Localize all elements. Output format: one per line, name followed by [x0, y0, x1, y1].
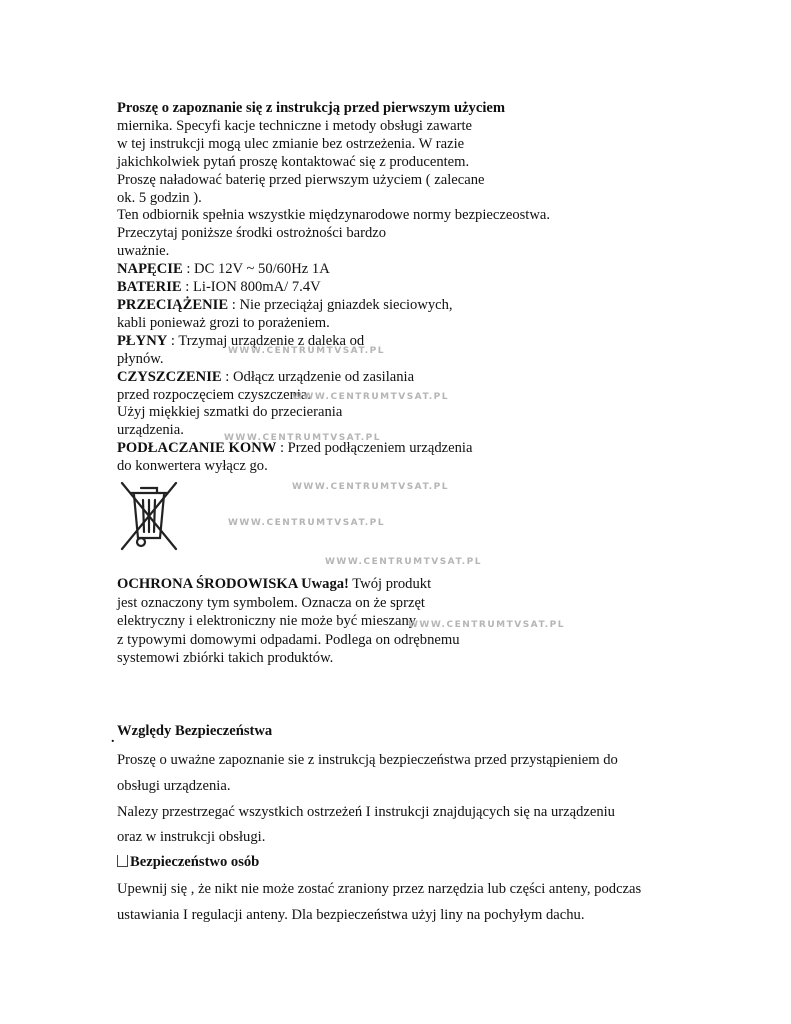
safety-line: Upewnij się , że nikt nie może zostać zraniony przez narzędzia lub części anteny, podczas	[117, 881, 642, 898]
safety-section	[117, 721, 717, 929]
intro-line: kabli ponieważ grozi to porażeniem.	[117, 314, 330, 331]
checkbox-bullet-icon	[117, 855, 128, 867]
intro-line: Proszę naładować baterię przed pierwszym użyciem ( zalecane	[117, 171, 485, 188]
safety-line: ustawiania I regulacji anteny. Dla bezpieczeństwa użyj liny na pochyłym dachu.	[117, 906, 585, 923]
intro-line: miernika. Specyfi kacje techniczne i metody obsługi zawarte	[117, 117, 472, 134]
env-heading: OCHRONA ŚRODOWISKA Uwaga!	[117, 576, 349, 592]
intro-line: Ten odbiornik spełnia wszystkie międzynarodowe normy bezpieczeostwa.	[117, 207, 551, 224]
watermark: WWW.CENTRUMTVSAT.PL	[228, 346, 385, 356]
spec-text: : Przed podłączeniem urządzenia	[276, 440, 473, 457]
spec-text: : Odłącz urządzenie od zasilania	[221, 368, 415, 385]
watermark: WWW.CENTRUMTVSAT.PL	[224, 433, 381, 443]
spec-label: BATERIE	[117, 279, 182, 296]
spec-text: : Li-ION 800mA/ 7.4V	[181, 279, 321, 296]
safety-line: Proszę o uważne zapoznanie sie z instrukcją bezpieczeństwa przed przystąpieniem do	[117, 752, 618, 768]
intro-section	[117, 100, 617, 476]
intro-heading: Proszę o zapoznanie się z instrukcją przed pierwszym użyciem	[117, 100, 506, 116]
safety-line: obsługi urządzenia.	[117, 777, 231, 794]
env-line: systemowi zbiórki takich produktów.	[117, 650, 334, 667]
intro-line: Przeczytaj poniższe środki ostrożności bardzo	[117, 225, 387, 242]
spec-label: PRZECIĄŻENIE	[117, 296, 229, 313]
env-line: jest oznaczony tym symbolem. Oznacza on że sprzęt	[117, 594, 425, 611]
intro-line: Użyj miękkiej szmatki do przecierania	[117, 404, 343, 421]
spec-label: PŁYNY	[117, 332, 168, 349]
watermark: WWW.CENTRUMTVSAT.PL	[408, 620, 565, 630]
spec-text: : Nie przeciążaj gniazdek sieciowych,	[228, 296, 453, 313]
spec-text: : Trzymaj urządzenie z daleka od	[167, 332, 365, 349]
env-first-line	[117, 575, 537, 594]
env-line: elektryczny i elektroniczny nie może być mieszany	[117, 613, 417, 630]
intro-line: urządzenia.	[117, 422, 184, 439]
watermark: WWW.CENTRUMTVSAT.PL	[325, 557, 482, 567]
intro-line: w tej instrukcji mogą ulec zmianie bez ostrzeżenia. W razie	[117, 135, 465, 152]
spec-overload	[117, 297, 617, 315]
spec-cleaning	[117, 369, 617, 387]
safety-heading: Względy Bezpieczeństwa	[117, 723, 273, 739]
bullet-dot: .	[111, 731, 115, 746]
watermark: WWW.CENTRUMTVSAT.PL	[292, 482, 449, 492]
spec-text: : DC 12V ~ 50/60Hz 1A	[182, 261, 330, 278]
watermark: WWW.CENTRUMTVSAT.PL	[228, 518, 385, 528]
spec-label: CZYSZCZENIE	[117, 368, 222, 385]
intro-line: jakichkolwiek pytań proszę kontaktować się z producentem.	[117, 153, 470, 170]
watermark: WWW.CENTRUMTVSAT.PL	[292, 392, 449, 402]
safety-line: Nalezy przestrzegać wszystkich ostrzeżeń I instrukcji znajdujących się na urządzeniu	[117, 803, 615, 820]
spec-label: PODŁACZANIE KONW	[117, 440, 277, 457]
crossed-out-wheelie-bin-icon	[119, 480, 179, 552]
spec-label: NAPĘCIE	[117, 261, 183, 278]
personal-safety-heading	[117, 851, 717, 873]
safety-line: oraz w instrukcji obsługi.	[117, 829, 266, 846]
intro-line: do konwertera wyłącz go.	[117, 458, 268, 475]
env-text: Twój produkt	[348, 576, 432, 592]
spec-voltage	[117, 261, 617, 279]
intro-line: ok. 5 godzin ).	[117, 189, 202, 206]
personal-safety-label: Bezpieczeństwo osób	[130, 854, 260, 871]
intro-line: uważnie.	[117, 243, 170, 260]
intro-line: płynów.	[117, 350, 164, 367]
env-line: z typowymi domowymi odpadami. Podlega on odrębnemu	[117, 631, 460, 648]
intro-line: przed rozpoczęciem czyszczenia.	[117, 386, 312, 403]
spec-battery	[117, 279, 617, 297]
